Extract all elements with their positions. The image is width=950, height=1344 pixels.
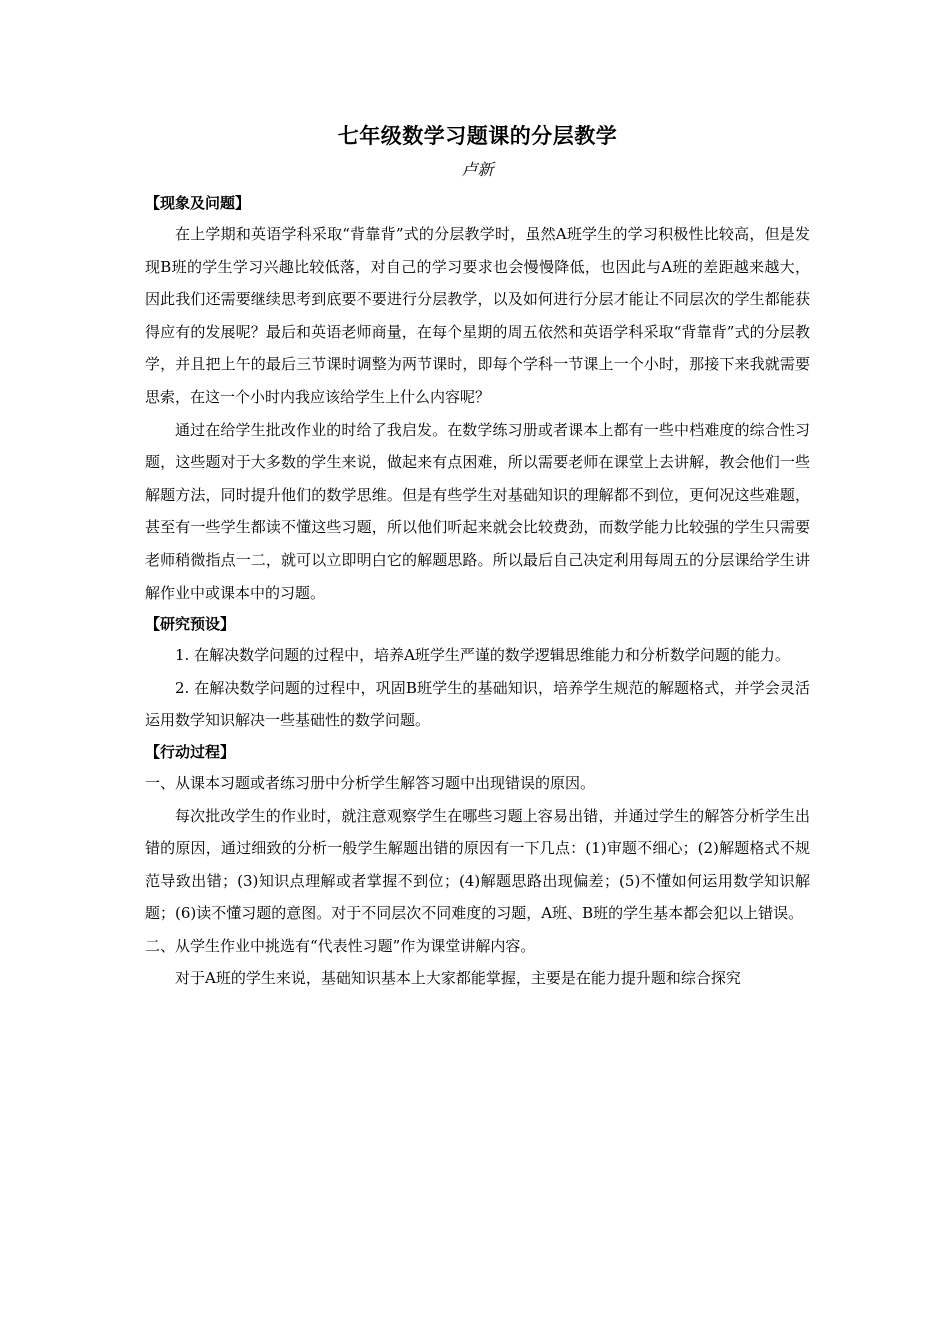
process-step-2-title: 二、从学生作业中挑选有“代表性习题”作为课堂讲解内容。 xyxy=(145,936,536,955)
section-heading-phenomenon: 【现象及问题】 xyxy=(145,194,251,212)
section-heading-hypothesis: 【研究预设】 xyxy=(145,615,236,634)
document-title: 七年级数学习题课的分层教学 xyxy=(337,124,618,148)
document-author: 卢新 xyxy=(461,160,494,179)
document-body xyxy=(145,118,810,995)
paragraph: 每次批改学生的作业时，就注意观察学生在哪些习题上容易出错，并通过学生的解答分析学生出错的原因，通过细致的分析一般学生解题出错的原因有一下几点：(1)审题不细心；(2)解题格式不规范导致出错；(3)知识点理解或者掌握不到位；(4)解题思路出现偏差；(5)不懂如何运用数学知识解题；(6)读不懂习题的意图。对于不同层次不同难度的习题，A班、B班的学生基本都会犯以上错误。 xyxy=(145,806,810,923)
paragraph: 在上学期和英语学科采取“背靠背”式的分层教学时，虽然A班学生的学习积极性比较高，但是发现B班的学生学习兴趣比较低落，对自己的学习要求也会慢慢降低，也因此与A班的差距越来越大，因此我们还需要继续思考到底要不要进行分层教学，以及如何进行分层才能让不同层次的学生都能获得应有的发展呢？最后和英语老师商量，在每个星期的周五依然和英语学科采取“背靠背”式的分层教学，并且把上午的最后三节课时调整为两节课时，即每个学科一节课上一个小时，那接下来我就需要思索，在这一个小时内我应该给学生上什么内容呢？ xyxy=(145,225,810,406)
paragraph: 通过在给学生批改作业的时给了我启发。在数学练习册或者课本上都有一些中档难度的综合性习题，这些题对于大多数的学生来说，做起来有点困难，所以需要老师在课堂上去讲解，教会他们一些解题方法，同时提升他们的数学思维。但是有些学生对基础知识的理解都不到位，更何况这些难题，甚至有一些学生都读不懂这些习题，所以他们听起来就会比较费劲，而数学能力比较强的学生只需要老师稍微指点一二，就可以立即明白它的解题思路。所以最后自己决定利用每周五的分层课给学生讲解作业中或课本中的习题。 xyxy=(145,420,810,602)
process-step-1-title: 一、从课本习题或者练习册中分析学生解答习题中出现错误的原因。 xyxy=(145,773,596,792)
hypothesis-item-1: 1. 在解决数学问题的过程中，培养A班学生严谨的数学逻辑思维能力和分析数学问题的能力。 xyxy=(175,646,790,665)
paragraph: 对于A班的学生来说，基础知识基本上大家都能掌握，主要是在能力提升题和综合探究 xyxy=(175,969,741,988)
hypothesis-item-2: 2. 在解决数学问题的过程中，巩固B班学生的基础知识，培养学生规范的解题格式，并学会灵活运用数学知识解决一些基础性的数学问题。 xyxy=(145,678,810,730)
section-heading-process: 【行动过程】 xyxy=(145,742,236,761)
